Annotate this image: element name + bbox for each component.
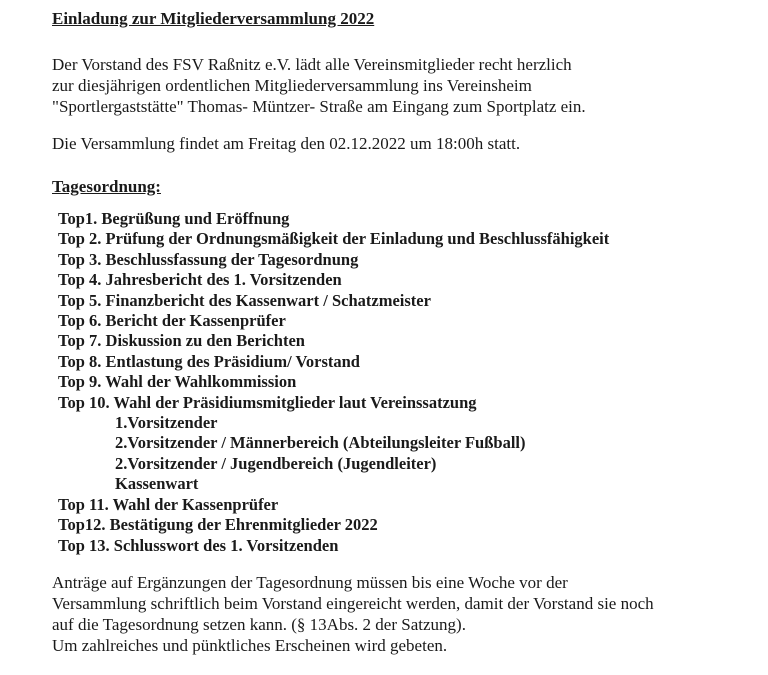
closing-line: Versammlung schriftlich beim Vorstand eingereicht werden, damit der Vorstand sie noch [52,594,654,613]
closing-paragraph [52,572,752,656]
closing-line: Um zahlreiches und pünktliches Erscheinen wird gebeten. [52,636,448,655]
intro-paragraph [52,54,752,117]
agenda-subitem: 2.Vorsitzender / Jugendbereich (Jugendleiter) [115,453,437,473]
agenda-item: Top 8. Entlastung des Präsidium/ Vorstand [58,351,360,371]
agenda-item: Top 10. Wahl der Präsidiumsmitglieder laut Vereinssatzung [58,392,477,412]
agenda-item: Top 6. Bericht der Kassenprüfer [58,311,286,331]
agenda-item: Top1. Begrüßung und Eröffnung [58,209,290,228]
agenda-subitem: Kassenwart [115,474,199,494]
agenda-heading: Tagesordnung: [52,177,161,196]
agenda-item: Top 13. Schlusswort des 1. Vorsitzenden [58,535,339,555]
agenda-list [58,209,758,556]
intro-line: "Sportlergaststätte" Thomas- Müntzer- Straße am Eingang zum Sportplatz ein. [52,97,586,116]
agenda-item: Top 3. Beschlussfassung der Tagesordnung [58,249,359,269]
agenda-item: Top 4. Jahresbericht des 1. Vorsitzenden [58,270,342,290]
agenda-subitem: 1.Vorsitzender [115,413,218,433]
agenda-item: Top12. Bestätigung der Ehrenmitglieder 2022 [58,515,378,535]
agenda-item: Top 2. Prüfung der Ordnungsmäßigkeit der Einladung und Beschlussfähigkeit [58,229,610,249]
agenda-item: Top 7. Diskussion zu den Berichten [58,331,305,351]
agenda-subitem: 2.Vorsitzender / Männerbereich (Abteilungsleiter Fußball) [115,433,526,453]
closing-line: Anträge auf Ergänzungen der Tagesordnung müssen bis eine Woche vor der [52,573,568,592]
intro-line: Der Vorstand des FSV Raßnitz e.V. lädt alle Vereinsmitglieder recht herzlich [52,55,572,74]
agenda-sublist [58,413,758,495]
closing-line: auf die Tagesordnung setzen kann. (§ 13Abs. 2 der Satzung). [52,615,466,634]
intro-line: zur diesjährigen ordentlichen Mitgliederversammlung ins Vereinsheim [52,76,532,95]
agenda-item: Top 11. Wahl der Kassenprüfer [58,494,279,514]
agenda-item: Top 9. Wahl der Wahlkommission [58,372,297,392]
document-title: Einladung zur Mitgliederversammlung 2022 [52,9,375,28]
agenda-item: Top 5. Finanzbericht des Kassenwart / Schatzmeister [58,290,431,310]
agenda-subitems [58,413,758,495]
meeting-info: Die Versammlung findet am Freitag den 02.12.2022 um 18:00h statt. [52,134,521,153]
